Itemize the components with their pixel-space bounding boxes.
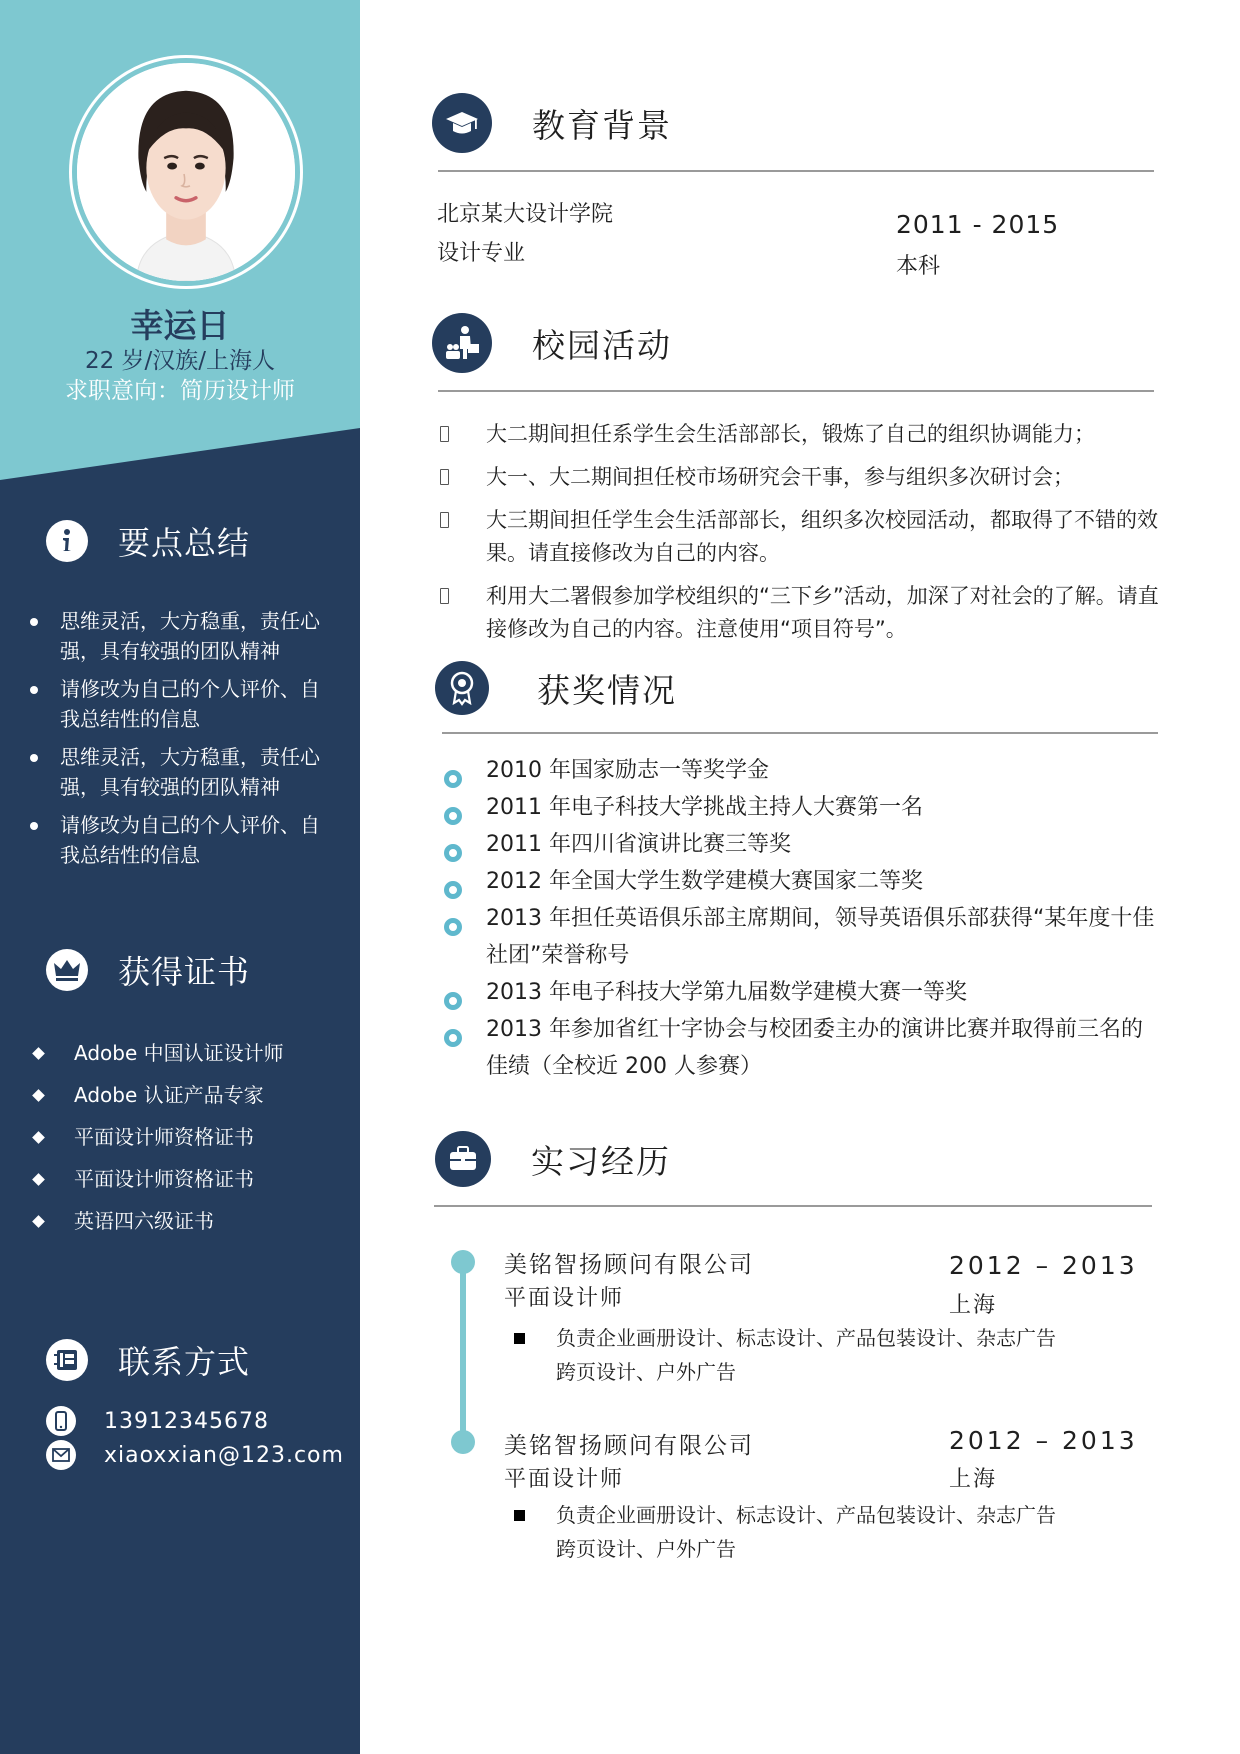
awards-heading — [435, 657, 677, 719]
award-text: 2012 年全国大学生数学建模大赛国家二等奖 — [486, 869, 923, 894]
divider — [438, 390, 1154, 392]
activity-text: 大二期间担任系学生会生活部部长，锻炼了自己的组织协调能力； — [486, 422, 1095, 446]
certificates-list — [32, 1036, 332, 1246]
certificate-item: Adobe 认证产品专家 — [32, 1078, 332, 1120]
education-heading — [432, 92, 672, 154]
internship-title: 实习经历 — [531, 1141, 671, 1181]
ring-bullet — [444, 992, 462, 1010]
internship-heading — [435, 1128, 671, 1190]
summary-item: 请修改为自己的个人评价、自我总结性的信息 — [30, 810, 330, 870]
award-item — [442, 900, 1162, 974]
medal-icon — [435, 661, 489, 715]
certificate-item: Adobe 中国认证设计师 — [32, 1036, 332, 1078]
sidebar — [0, 0, 360, 1754]
avatar — [72, 58, 300, 286]
job-company: 美铭智扬顾问有限公司 — [504, 1252, 754, 1278]
award-text: 2013 年担任英语俱乐部主席期间，领导英语俱乐部获得“某年度十佳社团”荣誉称号 — [486, 906, 1155, 968]
activity-item — [440, 461, 1160, 494]
crown-icon — [46, 949, 88, 991]
mail-icon — [46, 1440, 76, 1470]
activities-list — [440, 418, 1160, 656]
job-period: 2012 – 2013 — [949, 1251, 1138, 1280]
phone-icon — [46, 1406, 76, 1436]
award-item — [442, 752, 1162, 789]
timeline-dot — [451, 1430, 475, 1454]
job-company: 美铭智扬顾问有限公司 — [504, 1433, 754, 1459]
activity-item — [440, 504, 1160, 570]
award-text: 2011 年电子科技大学挑战主持人大赛第一名 — [486, 795, 923, 820]
award-text: 2011 年四川省演讲比赛三等奖 — [486, 832, 791, 857]
job-description-text: 负责企业画册设计、标志设计、产品包装设计、杂志广告跨页设计、户外广告 — [556, 1503, 1056, 1561]
summary-item: 思维灵活，大方稳重，责任心强，具有较强的团队精神 — [30, 742, 330, 802]
divider — [442, 732, 1158, 734]
phone-number: 13912345678 — [104, 1408, 269, 1434]
certificates-heading — [46, 948, 250, 992]
major: 设计专业 — [437, 241, 526, 266]
job-description — [514, 1498, 1074, 1566]
job-city: 上海 — [949, 1467, 998, 1492]
contact-phone — [46, 1406, 269, 1436]
summary-item: 请修改为自己的个人评价、自我总结性的信息 — [30, 674, 330, 734]
ring-bullet — [444, 918, 462, 936]
bullet-marker — [440, 512, 449, 528]
divider — [434, 1205, 1152, 1207]
divider — [438, 170, 1154, 172]
awards-list — [442, 752, 1162, 1085]
timeline-dot — [451, 1250, 475, 1274]
degree: 本科 — [896, 254, 941, 279]
briefcase-icon — [435, 1131, 491, 1187]
portrait-photo — [77, 63, 295, 281]
award-item — [442, 974, 1162, 1011]
ring-bullet — [444, 844, 462, 862]
graduation-cap-icon — [432, 93, 492, 153]
job-role: 平面设计师 — [504, 1286, 625, 1311]
activity-item — [440, 418, 1160, 451]
square-bullet — [514, 1333, 525, 1344]
ring-bullet — [444, 881, 462, 899]
job-description — [514, 1321, 1074, 1389]
person-name: 幸运日 — [130, 306, 230, 345]
education-title: 教育背景 — [532, 105, 672, 145]
activities-heading — [432, 312, 672, 374]
certificate-item: 平面设计师资格证书 — [32, 1162, 332, 1204]
ring-bullet — [444, 1029, 462, 1047]
awards-title: 获奖情况 — [537, 670, 677, 710]
school-name: 北京某大设计学院 — [437, 202, 614, 227]
job-role: 平面设计师 — [504, 1467, 625, 1492]
certificate-item: 英语四六级证书 — [32, 1204, 332, 1246]
square-bullet — [514, 1510, 525, 1521]
award-item — [442, 1011, 1162, 1085]
job-city: 上海 — [949, 1293, 998, 1318]
job-period: 2012 – 2013 — [949, 1426, 1138, 1455]
certificate-item: 平面设计师资格证书 — [32, 1120, 332, 1162]
timeline-line — [460, 1262, 466, 1442]
person-basic-info: 22 岁/汉族/上海人 — [84, 348, 276, 374]
bullet-marker — [440, 426, 449, 442]
activities-title: 校园活动 — [532, 325, 672, 365]
summary-heading — [46, 519, 250, 563]
contact-title: 联系方式 — [118, 1343, 251, 1381]
award-item — [442, 863, 1162, 900]
activity-text: 大三期间担任学生会生活部部长，组织多次校园活动，都取得了不错的效果。请直接修改为自己的内容。 — [486, 508, 1158, 565]
presenter-icon — [432, 313, 492, 373]
award-item — [442, 826, 1162, 863]
summary-title: 要点总结 — [118, 524, 251, 562]
activity-text: 利用大二署假参加学校组织的“三下乡”活动，加深了对社会的了解。请直接修改为自己的内容。注意使用“项目符号”。 — [486, 584, 1159, 641]
contact-email — [46, 1440, 344, 1470]
info-icon — [46, 520, 88, 562]
award-text: 2013 年电子科技大学第九届数学建模大赛一等奖 — [486, 980, 967, 1005]
award-text: 2010 年国家励志一等奖学金 — [486, 758, 769, 783]
summary-list — [30, 606, 330, 878]
contact-heading — [46, 1338, 250, 1382]
education-period: 2011 - 2015 — [896, 210, 1060, 239]
contact-card-icon — [46, 1339, 88, 1381]
bullet-marker — [440, 469, 449, 485]
ring-bullet — [444, 807, 462, 825]
bullet-marker — [440, 588, 449, 604]
activity-text: 大一、大二期间担任校市场研究会干事，参与组织多次研讨会； — [486, 465, 1074, 489]
ring-bullet — [444, 770, 462, 788]
job-description-text: 负责企业画册设计、标志设计、产品包装设计、杂志广告跨页设计、户外广告 — [556, 1326, 1056, 1384]
job-intention: 求职意向：简历设计师 — [65, 378, 295, 404]
email-address: xiaoxxian@123.com — [104, 1442, 344, 1468]
summary-item: 思维灵活，大方稳重，责任心强，具有较强的团队精神 — [30, 606, 330, 666]
award-text: 2013 年参加省红十字协会与校团委主办的演讲比赛并取得前三名的佳绩（全校近 200 人参赛） — [486, 1017, 1143, 1079]
activity-item — [440, 580, 1160, 646]
award-item — [442, 789, 1162, 826]
certificates-title: 获得证书 — [118, 953, 251, 991]
